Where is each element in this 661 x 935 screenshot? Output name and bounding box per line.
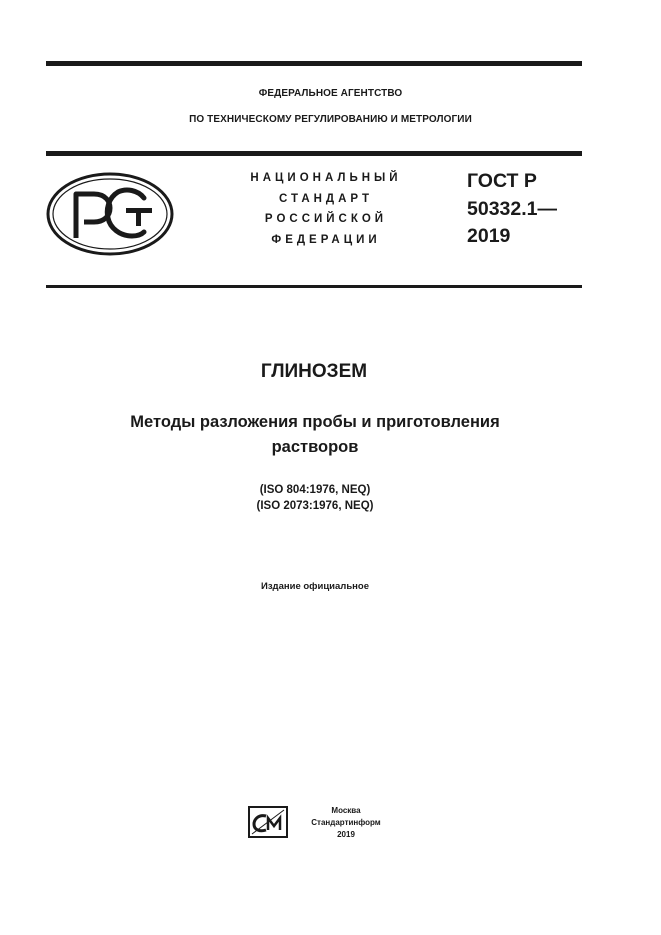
top-divider — [46, 61, 582, 66]
edition-label: Издание официальное — [261, 581, 369, 592]
document-subtitle-line-2: растворов — [271, 438, 359, 456]
designation-line-3: 2019 — [467, 225, 511, 247]
middle-divider — [46, 151, 582, 156]
iso-reference-2: (ISO 2073:1976, NEQ) — [256, 500, 374, 512]
publisher-name: Стандартинформ — [311, 818, 381, 827]
designation-line-2: 50332.1— — [467, 198, 557, 220]
standard-type-line-2: СТАНДАРТ — [279, 193, 373, 205]
standard-type-line-3: РОССИЙСКОЙ — [264, 213, 388, 225]
bottom-divider — [46, 285, 582, 288]
iso-reference-1: (ISO 804:1976, NEQ) — [259, 484, 371, 496]
agency-line-2: ПО ТЕХНИЧЕСКОМУ РЕГУЛИРОВАНИЮ И МЕТРОЛОГИИ — [189, 114, 472, 125]
standartinform-logo-icon — [248, 806, 288, 838]
publisher-city: Москва — [331, 806, 361, 815]
agency-line-1: ФЕДЕРАЛЬНОЕ АГЕНТСТВО — [258, 88, 403, 99]
publisher-year: 2019 — [337, 830, 355, 839]
rst-logo-icon — [46, 172, 174, 256]
standard-type-line-4: ФЕДЕРАЦИИ — [271, 234, 381, 246]
document-subtitle-line-1: Методы разложения пробы и приготовления — [130, 413, 500, 431]
document-title: ГЛИНОЗЕМ — [260, 361, 368, 382]
standard-type-line-1: НАЦИОНАЛЬНЫЙ — [250, 172, 402, 184]
designation-line-1: ГОСТ Р — [467, 170, 537, 192]
